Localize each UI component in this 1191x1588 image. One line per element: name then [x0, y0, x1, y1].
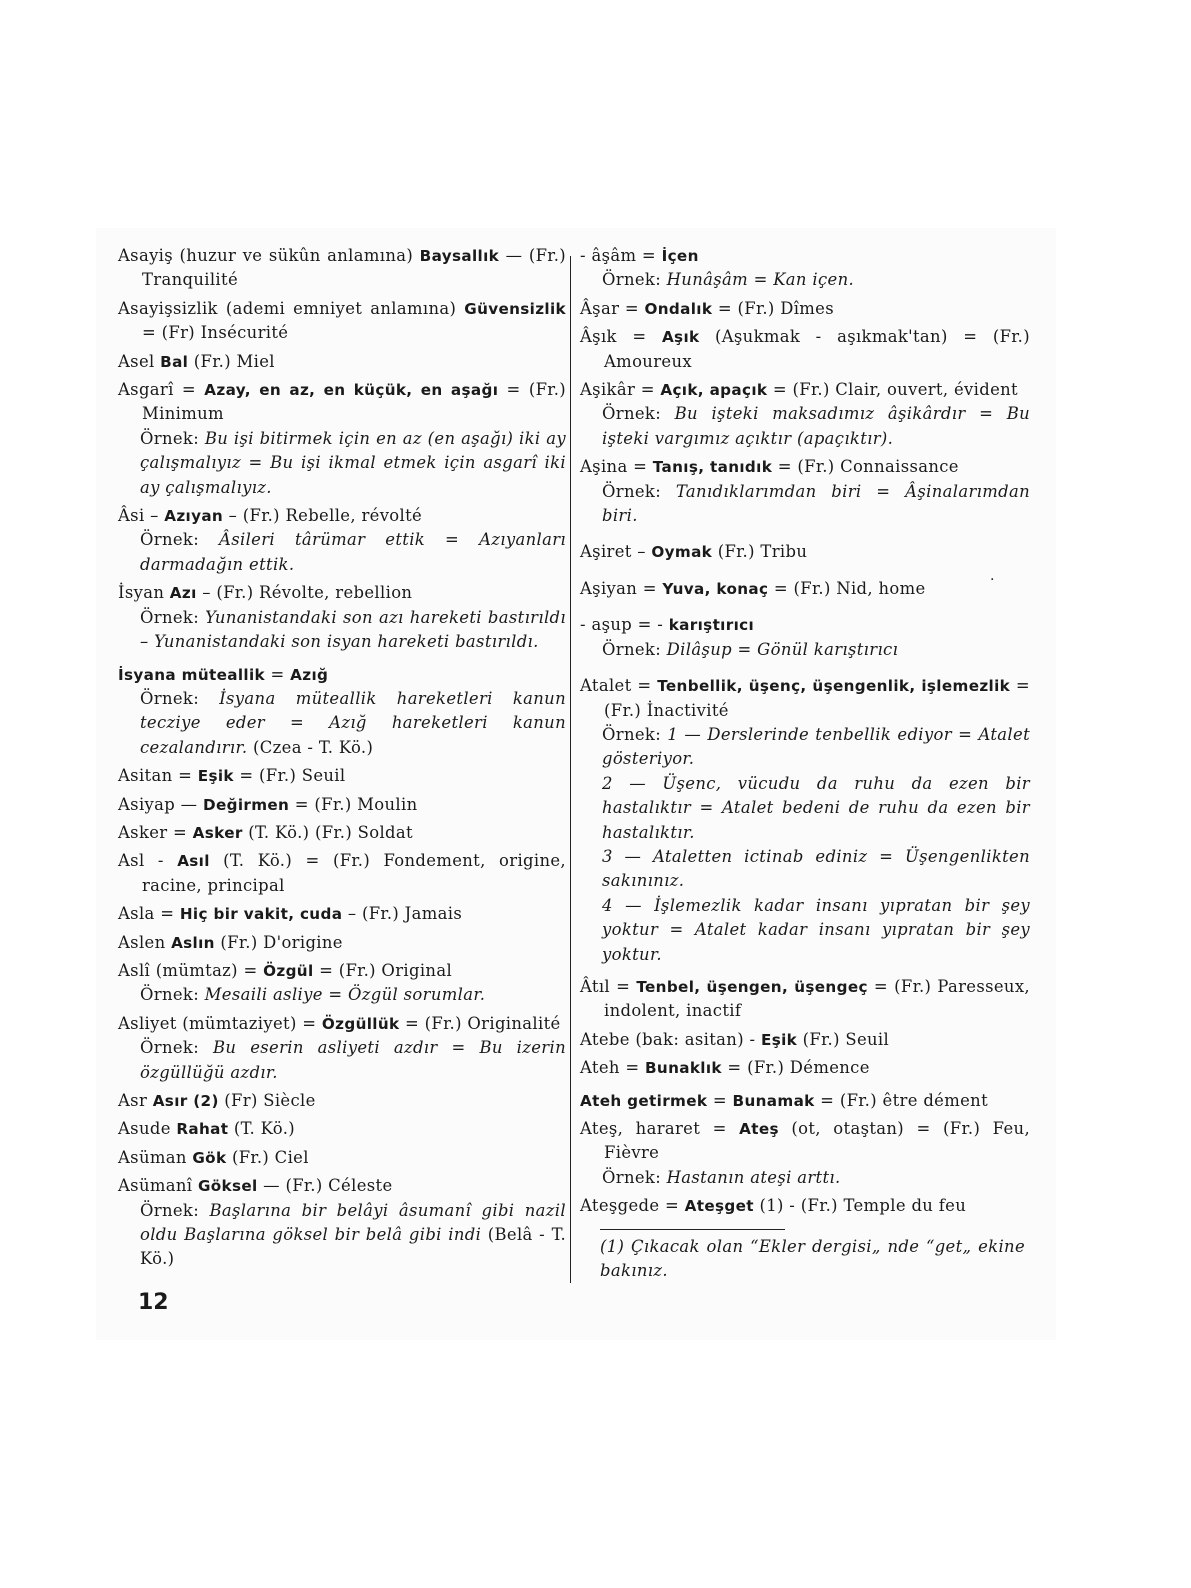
example-text: 2 — Üşenc, vücudu da ruhu da ezen bir hastalıktır = Atalet bedeni de ruhu da ezen bir hastalıktır.: [602, 773, 1030, 842]
left-column: [118, 244, 566, 1272]
turkish-equivalent: Azay, en az, en küçük, en aşağı: [204, 381, 499, 400]
example-sentence: [118, 528, 566, 577]
turkish-equivalent: Azığ: [290, 665, 329, 684]
entry-text: Asla =: [118, 904, 180, 924]
entry-text: Asel: [118, 351, 161, 371]
turkish-equivalent: Eşik: [760, 1030, 798, 1049]
stray-mark: .: [990, 568, 995, 584]
turkish-equivalent: Gök: [192, 1148, 227, 1167]
turkish-equivalent: Asker: [192, 823, 243, 842]
turkish-equivalent: Ateh getirmek: [580, 1091, 708, 1110]
entry-text: Asr: [118, 1091, 153, 1110]
entry-text: Ateşgede =: [580, 1196, 685, 1216]
example-text: İsyana müteallik hareketleri kanun tecziye eder = Azığ hareketleri kanun cezalandırır.: [140, 688, 566, 757]
turkish-equivalent: karıştırıcı: [668, 616, 755, 635]
example-sentence: [580, 894, 1030, 967]
dictionary-entry: [580, 1117, 1030, 1166]
example-text: Hastanın ateşi arttı.: [666, 1167, 841, 1187]
dictionary-entry: [118, 297, 566, 346]
entry-text: (Aşukmak - aşıkmak'tan) = (Fr.) Amoureux: [604, 327, 1030, 371]
entry-text: (Fr.) D'origine: [214, 932, 343, 952]
example-text: Hunâşâm = Kan içen.: [666, 270, 855, 290]
dictionary-entry: [580, 1028, 1030, 1052]
entry-text: Aslî (mümtaz) =: [118, 960, 264, 980]
entry-text: Örnek:: [140, 530, 220, 550]
page-number: 12: [138, 1290, 169, 1315]
dictionary-entry: [118, 244, 566, 293]
example-text: Bu eserin asliyeti azdır = Bu izerin özgüllüğü azdır.: [140, 1038, 566, 1082]
dictionary-entry: [118, 793, 566, 817]
entry-text: (Fr.) Ciel: [226, 1147, 309, 1167]
entry-text: Asiyap —: [118, 794, 203, 814]
dictionary-entry: [580, 1056, 1030, 1080]
dictionary-entry: [580, 1089, 1030, 1113]
entry-text: Atalet =: [580, 676, 658, 696]
example-text: 1 — Derslerinde tenbellik ediyor = Atalet gösteriyor.: [602, 724, 1031, 769]
entry-text: Âşar =: [580, 298, 645, 318]
turkish-equivalent: İsyana müteallik: [118, 665, 265, 684]
dictionary-entry: [118, 931, 566, 955]
turkish-equivalent: Asır (2): [152, 1092, 219, 1110]
turkish-equivalent: Güvensizlik: [464, 299, 566, 318]
entry-text: Aşiret –: [580, 542, 652, 562]
entry-text: = (Fr.) Démence: [721, 1058, 870, 1078]
entry-text: Örnek:: [602, 270, 667, 290]
entry-text: Asude: [118, 1119, 177, 1139]
dictionary-entry: [118, 504, 566, 528]
dictionary-entry: [118, 1174, 566, 1198]
turkish-equivalent: Bunamak: [732, 1091, 815, 1110]
example-sentence: [580, 268, 1030, 292]
dictionary-entry: [580, 674, 1030, 723]
dictionary-entry: [118, 1146, 566, 1170]
footnote-rule: [600, 1229, 785, 1230]
entry-text: Aşiyan =: [580, 578, 663, 598]
example-text: Tanıdıklarımdan biri = Âşinalarımdan biri.: [602, 481, 1030, 526]
example-text: 3 — Ataletten ictinab ediniz = Üşengenlikten sakınınız.: [602, 846, 1030, 891]
footnote: (1) Çıkacak olan “Ekler dergisi„ nde “get„ ekine bakınız.: [600, 1237, 1025, 1281]
turkish-equivalent: Tenbel, üşengen, üşengeç: [636, 977, 868, 996]
entry-text: Aşina =: [580, 457, 653, 477]
entry-text: - aşup = -: [580, 615, 669, 635]
turkish-equivalent: Bunaklık: [645, 1059, 722, 1078]
entry-text: (Belâ - T. Kö.): [140, 1225, 567, 1269]
entry-text: Asker =: [118, 822, 193, 842]
entry-text: Asayiş (huzur ve sükûn anlamına): [118, 246, 420, 265]
column-divider: [570, 256, 571, 1283]
entry-text: Âtıl =: [580, 976, 637, 996]
entry-text: (Fr.) Seuil: [797, 1029, 890, 1049]
entry-text: (T. Kö.): [228, 1119, 296, 1139]
dictionary-entry: [118, 1117, 566, 1141]
turkish-equivalent: Ateşget: [684, 1197, 754, 1216]
dictionary-entry: [118, 1089, 566, 1113]
entry-text: = (Fr.) être dément: [814, 1090, 989, 1110]
turkish-equivalent: Tenbellik, üşenç, üşengenlik, işlemezlik: [657, 677, 1011, 696]
dictionary-entry: [580, 1194, 1030, 1218]
right-column: [580, 244, 1030, 1219]
entry-text: (Fr.) Tribu: [712, 542, 808, 562]
dictionary-entry: [118, 849, 566, 898]
turkish-equivalent: Tanış, tanıdık: [652, 458, 773, 477]
dictionary-entry: [118, 764, 566, 788]
dictionary-entry: [118, 378, 566, 427]
example-text: Mesaili asliye = Özgül sorumlar.: [204, 985, 486, 1005]
entry-text: - âşâm =: [580, 246, 662, 265]
dictionary-entry: [118, 350, 566, 374]
dictionary-entry: [118, 1012, 566, 1036]
turkish-equivalent: Göksel: [197, 1177, 258, 1196]
dictionary-entry: [580, 577, 1030, 601]
turkish-equivalent: Açık, apaçık: [660, 381, 768, 400]
entry-text: Atebe (bak: asitan) -: [580, 1029, 761, 1049]
dictionary-entry: [118, 581, 566, 605]
entry-text: Asliyet (mümtaziyet) =: [118, 1013, 322, 1033]
example-text: Dilâşup = Gönül karıştırıcı: [666, 639, 899, 659]
turkish-equivalent: Özgüllük: [321, 1014, 400, 1033]
entry-text: Aşikâr =: [580, 380, 661, 400]
example-text: 4 — İşlemezlik kadar insanı yıpratan bir şey yoktur = Atalet kadar insanı yıpratan bir şey yoktur.: [602, 895, 1030, 964]
entry-text: (T. Kö.) (Fr.) Soldat: [242, 822, 413, 842]
entry-text: Aslen: [118, 932, 172, 952]
turkish-equivalent: Asıl: [177, 852, 210, 871]
entry-text: = (Fr.) Connaissance: [772, 457, 959, 477]
entry-text: (Czea - T. Kö.): [247, 737, 374, 757]
turkish-equivalent: Yuva, konaç: [662, 579, 769, 598]
entry-text: Âsi –: [118, 506, 165, 526]
example-sentence: [118, 427, 566, 500]
entry-text: (Fr) Siècle: [218, 1091, 316, 1110]
entry-text: (Fr.) Miel: [188, 351, 275, 371]
turkish-equivalent: Özgül: [263, 961, 314, 980]
dictionary-entry: [118, 821, 566, 845]
entry-text: Örnek:: [140, 1038, 213, 1058]
turkish-equivalent: Azı: [169, 584, 197, 603]
example-sentence: [118, 983, 566, 1007]
example-text: Yunanistandaki son azı hareketi bastırıldı – Yunanistandaki son isyan hareketi bastırıldı.: [140, 607, 566, 652]
entry-text: – (Fr.) Jamais: [342, 904, 463, 924]
entry-text: = (Fr.) Nid, home: [768, 578, 926, 598]
entry-text: Âşık =: [580, 327, 662, 347]
turkish-equivalent: Eşik: [197, 767, 234, 786]
entry-text: Örnek:: [140, 688, 220, 708]
example-sentence: [580, 480, 1030, 529]
entry-text: Asitan =: [118, 766, 198, 786]
entry-text: Ateh =: [580, 1058, 645, 1078]
example-sentence: [118, 1199, 566, 1272]
example-sentence: [580, 845, 1030, 894]
example-text: Başlarına bir belâyi âsumanî gibi nazil oldu Başlarına göksel bir belâ gibi indi: [140, 1200, 566, 1245]
entry-text: Asümanî: [118, 1176, 198, 1196]
turkish-equivalent: Oymak: [651, 543, 713, 562]
turkish-equivalent: Azıyan: [164, 507, 224, 526]
entry-text: – (Fr.) Révolte, rebellion: [196, 583, 413, 603]
dictionary-entry: [118, 902, 566, 926]
entry-text: = (Fr.) Original: [313, 960, 453, 980]
entry-text: = (Fr.) Clair, ouvert, évident: [767, 380, 1018, 400]
entry-text: Örnek:: [602, 1167, 667, 1187]
example-text: Bu işteki maksadımız âşikârdır = Bu işteki vargımız açıktır (apaçıktır).: [602, 404, 1030, 448]
turkish-equivalent: Baysallık: [419, 247, 500, 265]
turkish-equivalent: Değirmen: [202, 795, 290, 814]
turkish-equivalent: Hiç bir vakit, cuda: [179, 905, 343, 924]
turkish-equivalent: Bal: [160, 352, 189, 371]
entry-text: – (Fr.) Rebelle, révolté: [223, 506, 423, 526]
entry-text: (ot, otaştan) = (Fr.) Feu, Fièvre: [604, 1119, 1030, 1163]
example-sentence: [580, 723, 1030, 772]
example-sentence: [580, 638, 1030, 662]
entry-text: (T. Kö.) = (Fr.) Fondement, origine, racine, principal: [142, 851, 566, 895]
entry-text: Örnek:: [140, 1200, 210, 1220]
dictionary-entry: [580, 975, 1030, 1024]
entry-text: Örnek:: [140, 985, 205, 1005]
dictionary-entry: [580, 378, 1030, 402]
dictionary-entry: [580, 297, 1030, 321]
entry-text: = (Fr.) Minimum: [142, 380, 566, 424]
entry-text: Örnek:: [602, 404, 675, 424]
dictionary-entry: [580, 540, 1030, 564]
dictionary-entry: [580, 244, 1030, 268]
entry-text: Asl -: [118, 851, 178, 871]
entry-text: Asüman: [118, 1147, 193, 1167]
entry-text: Örnek:: [602, 481, 676, 501]
entry-text: (1) - (Fr.) Temple du feu: [753, 1196, 967, 1216]
dictionary-entry: [580, 613, 1030, 637]
entry-text: = (Fr.) Paresseux, indolent, inactif: [604, 976, 1030, 1021]
entry-text: = (Fr.) Originalité: [399, 1013, 561, 1033]
entry-text: İsyan: [118, 583, 170, 603]
entry-text: Örnek:: [140, 428, 205, 448]
entry-text: = (Fr) Insécurité: [142, 323, 289, 343]
entry-text: Örnek:: [140, 607, 206, 627]
turkish-equivalent: Ondalık: [644, 299, 713, 318]
dictionary-entry: [580, 325, 1030, 374]
dictionary-entry: [580, 455, 1030, 479]
entry-text: = (Fr.) Dîmes: [712, 298, 834, 318]
entry-text: = (Fr.) Seuil: [233, 766, 346, 786]
example-sentence: [118, 606, 566, 655]
entry-text: — (Fr.) Tranquilité: [142, 246, 566, 290]
entry-text: = (Fr.) Moulin: [289, 794, 418, 814]
dictionary-entry: [118, 663, 566, 687]
example-sentence: [118, 687, 566, 760]
entry-text: Asayişsizlik (ademi emniyet anlamına): [118, 298, 465, 318]
entry-text: = (Fr.) İnactivité: [604, 676, 1030, 720]
turkish-equivalent: Aslın: [171, 933, 215, 952]
example-sentence: [580, 402, 1030, 451]
entry-text: Asgarî =: [118, 380, 205, 400]
example-sentence: [118, 1036, 566, 1085]
entry-text: =: [707, 1090, 733, 1110]
entry-text: =: [264, 664, 291, 684]
entry-text: Örnek:: [602, 639, 667, 659]
entry-text: Ateş, hararet =: [580, 1119, 740, 1138]
turkish-equivalent: Rahat: [176, 1120, 229, 1139]
dictionary-entry: [118, 959, 566, 983]
entry-text: Örnek:: [602, 724, 668, 744]
turkish-equivalent: Ateş: [739, 1120, 779, 1138]
example-sentence: [580, 1166, 1030, 1190]
example-sentence: [580, 772, 1030, 845]
turkish-equivalent: Aşık: [661, 328, 700, 347]
entry-text: — (Fr.) Céleste: [257, 1176, 393, 1196]
example-text: Âsileri târümar ettik = Azıyanları darmadağın ettik.: [140, 530, 566, 574]
example-text: Bu işi bitirmek için en az (en aşağı) iki ay çalışmalıyız = Bu işi ikmal etmek için asgarî iki ay çalışmalıyız.: [140, 428, 566, 497]
turkish-equivalent: İçen: [661, 247, 699, 265]
